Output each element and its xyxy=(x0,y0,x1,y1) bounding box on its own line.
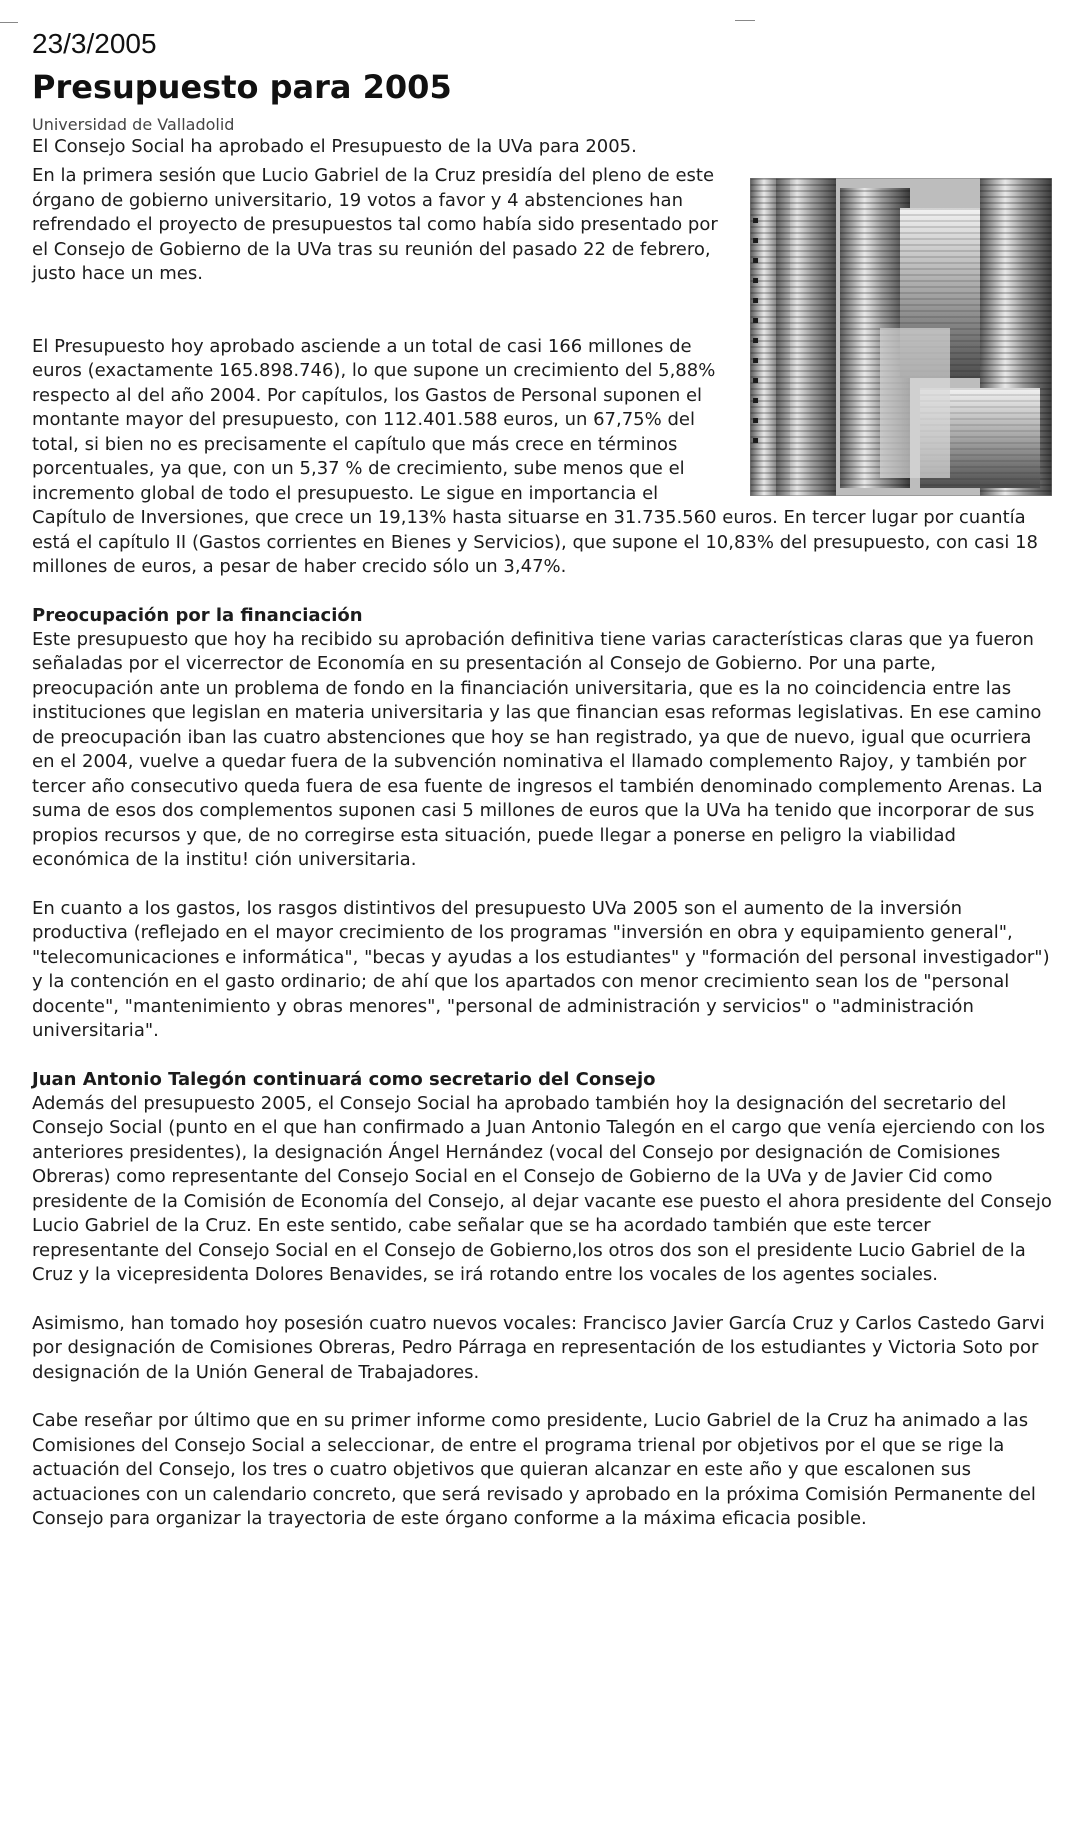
section-heading-talegon: Juan Antonio Talegón continuará como secretario del Consejo xyxy=(32,1068,656,1090)
section-heading-financiacion: Preocupación por la financiación xyxy=(32,604,363,626)
article-paragraph: En la primera sesión que Lucio Gabriel de la Cruz presidía del pleno de este órgano de gobierno universitario, 19 votos a favor y 4 abstenciones han refrendado el proyecto de presupuestos tal como había sido presentado por el Consejo de Gobierno de la UVa tras su reunión del pasado 22 de febrero, justo hace un mes. xyxy=(32,165,718,284)
article-paragraph: El Presupuesto hoy aprobado asciende a un total de casi 166 millones de euros (exactamente 165.898.746), lo que supone un crecimiento del 5,88% respecto al del año 2004. Por capítulos, los Gastos de Personal suponen el montante mayor del presupuesto, con 112.401.588 euros, un 67,75% del total, si bien no es precisamente el capítulo que más crece en términos porcentuales, ya que, con un 5,37 % de crecimiento, sube menos que el incremento global de todo el presupuesto. Le sigue en importancia el Capítulo de Inversiones, que crece un 19,13% hasta situarse en 31.735.560 euros. En tercer lugar por cuantía está el capítulo II (Gastos corrientes en Bienes y Servicios), que supone el 10,83% del presupuesto, con casi 18 millones de euros, a pesar de haber crecido sólo un 3,47%. xyxy=(32,335,1038,577)
section-paragraph: Este presupuesto que hoy ha recibido su aprobación definitiva tiene varias características claras que ya fueron señaladas por el vicerrector de Economía en su presentación al Consejo de Gobierno. Por una parte, preocupación ante un problema de fondo en la financiación universitaria, que es la no coincidencia entre las instituciones que legislan en materia universitaria y las que financian esas reformas legislativas. En ese camino de preocupación iban las cuatro abstenciones que hoy se han registrado, ya que de nuevo, igual que ocurriera en el 2004, vuelve a quedar fuera de la subvención nominativa el llamado complemento Rajoy, y también por tercer año consecutivo queda fuera de esa fuente de ingresos el también denominado complemento Arenas. La suma de esos dos complementos suponen casi 5 millones de euros que la UVa ha tenido que incorporar de sus propios recursos y que, de no corregirse esta situación, puede llegar a ponerse en peligro la viabilidad económica de la institu! ción universitaria. xyxy=(32,628,1043,870)
article-source: Universidad de Valladolid xyxy=(32,115,235,134)
article-lead: El Consejo Social ha aprobado el Presupuesto de la UVa para 2005. xyxy=(32,136,637,157)
scan-mark-left xyxy=(0,22,18,23)
article-date: 23/3/2005 xyxy=(32,28,157,59)
coins-photo-icon xyxy=(750,178,1052,496)
section-paragraph: En cuanto a los gastos, los rasgos distintivos del presupuesto UVa 2005 son el aumento de la inversión productiva (reflejado en el mayor crecimiento de los programas "inversión en obra y equipamiento general", "telecomunicaciones e informática", "becas y ayudas a los estudiantes" y "formación del personal investigador") y la contención en el gasto ordinario; de ahí que los apartados con menor crecimiento sean los de "personal docente", "mantenimiento y obras menores", "personal de administración y servicios" o "administración universitaria". xyxy=(32,897,1050,1041)
section-paragraph: Cabe reseñar por último que en su primer informe como presidente, Lucio Gabriel de la Cruz ha animado a las Comisiones del Consejo Social a seleccionar, de entre el programa trienal por objetivos por el que se rige la actuación del Consejo, los tres o cuatro objetivos que quieran alcanzar en este año y que escalonen sus actuaciones con un calendario concreto, que será revisado y aprobado en la próxima Comisión Permanente del Consejo para organizar la trayectoria de este órgano conforme a la máxima eficacia posible. xyxy=(32,1410,1036,1529)
section-paragraph: Asimismo, han tomado hoy posesión cuatro nuevos vocales: Francisco Javier García Cruz y Carlos Castedo Garvi por designación de Comisiones Obreras, Pedro Párraga en representación de los estudiantes y Victoria Soto por designación de la Unión General de Trabajadores. xyxy=(32,1312,1045,1383)
section-paragraph: Además del presupuesto 2005, el Consejo Social ha aprobado también hoy la designación del secretario del Consejo Social (punto en el que han confirmado a Juan Antonio Talegón en el cargo que venía ejerciendo con los anteriores presidentes), la designación Ángel Hernández (vocal del Consejo por designación de Comisiones Obreras) como representante del Consejo Social en el Consejo de Gobierno de la UVa y de Javier Cid como presidente de la Comisión de Economía del Consejo, al dejar vacante ese puesto el ahora presidente del Consejo Lucio Gabriel de la Cruz. En este sentido, cabe señalar que se ha acordado también que este tercer representante del Consejo Social en el Consejo de Gobierno,los otros dos son el presidente Lucio Gabriel de la Cruz y la vicepresidenta Dolores Benavides, se irá rotando entre los vocales de los agentes sociales. xyxy=(32,1092,1052,1285)
scan-mark-right xyxy=(735,20,755,21)
article xyxy=(32,24,1052,1532)
article-title: Presupuesto para 2005 xyxy=(32,68,452,106)
